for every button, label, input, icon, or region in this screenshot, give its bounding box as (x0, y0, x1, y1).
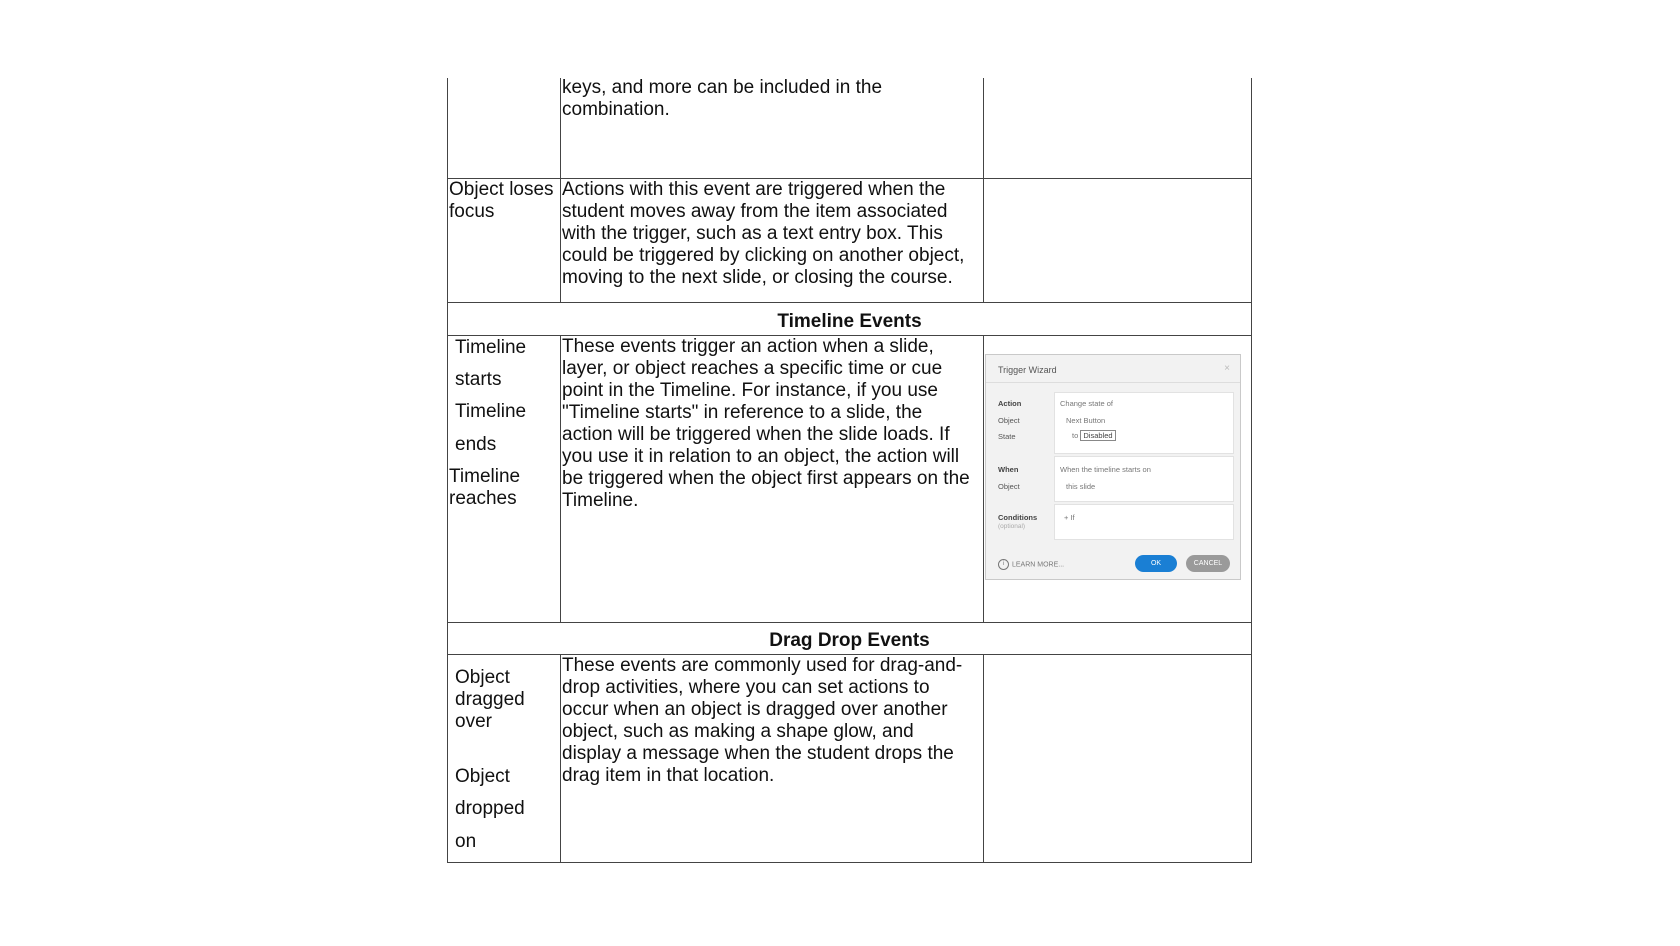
object-label: Object (998, 416, 1020, 425)
timeline-event-item: Timeline (455, 401, 527, 422)
table-border-col2 (560, 78, 561, 302)
learn-more-link[interactable]: i LEARN MORE... (998, 559, 1064, 570)
when-object-value[interactable]: this slide (1066, 482, 1096, 491)
timeline-events-heading: Timeline Events (777, 311, 922, 332)
table-border-col3 (983, 78, 984, 302)
timeline-event-item: Timeline (449, 466, 521, 487)
info-icon: i (998, 559, 1009, 570)
row-border (447, 862, 1252, 863)
table-border-col2 (560, 335, 561, 622)
when-object-label: Object (998, 482, 1020, 491)
focus-description: Actions with this event are triggered when the student moves away from the item associated with the trigger, such as a text entry box. This could be triggered by clicking on another object, moving to the next slide, or closing the course. (562, 179, 965, 288)
dragdrop-event-item: over (455, 711, 492, 732)
conditions-section (1054, 504, 1234, 540)
timeline-event-item: reaches (449, 488, 517, 509)
add-condition-link[interactable]: + If (1064, 513, 1075, 522)
timeline-event-item: ends (455, 434, 497, 455)
focus-event-name: Object loses focus (449, 179, 554, 222)
when-section (1054, 456, 1234, 502)
conditions-sublabel: (optional) (998, 523, 1026, 530)
table-border-right (1251, 78, 1252, 862)
when-label: When (998, 465, 1019, 474)
action-label: Action (998, 399, 1022, 408)
table-border-col3 (983, 654, 984, 862)
dragdrop-event-item: dropped (455, 798, 525, 819)
state-dropdown[interactable]: Disabled (1080, 430, 1115, 441)
state-to-text: to (1072, 431, 1079, 440)
continued-description: keys, and more can be included in the combination. (562, 77, 883, 120)
when-value[interactable]: When the timeline starts on (1060, 465, 1151, 474)
conditions-label: Conditions (998, 513, 1038, 522)
dialog-separator (986, 382, 1240, 383)
dragdrop-event-item: dragged (455, 689, 525, 710)
timeline-event-item: Timeline (455, 337, 527, 358)
cancel-button[interactable]: CANCEL (1186, 555, 1230, 572)
timeline-description: These events trigger an action when a slide, layer, or object reaches a specific time or cue point in the Timeline. For instance, if you use "Timeline starts" in reference to a slide, the action will be triggered when the slide loads. If you use it in relation to an object, the action will be triggered when the object first appears on the Timeline. (562, 336, 970, 511)
trigger-wizard-dialog (985, 354, 1241, 580)
ok-button[interactable]: OK (1135, 555, 1177, 572)
action-value[interactable]: Change state of (1060, 399, 1113, 408)
dragdrop-description: These events are commonly used for drag-and- drop activities, where you can set actions to occur when an object is dragged over another object, such as making a shape glow, and display a message when the student drops the drag item in that location. (562, 655, 963, 786)
dragdrop-event-item: on (455, 831, 477, 852)
dragdrop-event-item: Object (455, 667, 510, 688)
dragdrop-event-item: Object (455, 766, 510, 787)
table-border-col3 (983, 335, 984, 622)
dialog-title: Trigger Wizard (998, 365, 1057, 375)
table-border-col2 (560, 654, 561, 862)
row-border (447, 302, 1252, 303)
row-border (447, 622, 1252, 623)
table-border-left (447, 78, 448, 862)
close-icon[interactable]: × (1224, 363, 1230, 374)
drag-drop-events-heading: Drag Drop Events (769, 630, 930, 651)
timeline-event-item: starts (455, 369, 502, 390)
object-value[interactable]: Next Button (1066, 416, 1106, 425)
state-label: State (998, 432, 1016, 441)
state-row (1072, 431, 1116, 440)
